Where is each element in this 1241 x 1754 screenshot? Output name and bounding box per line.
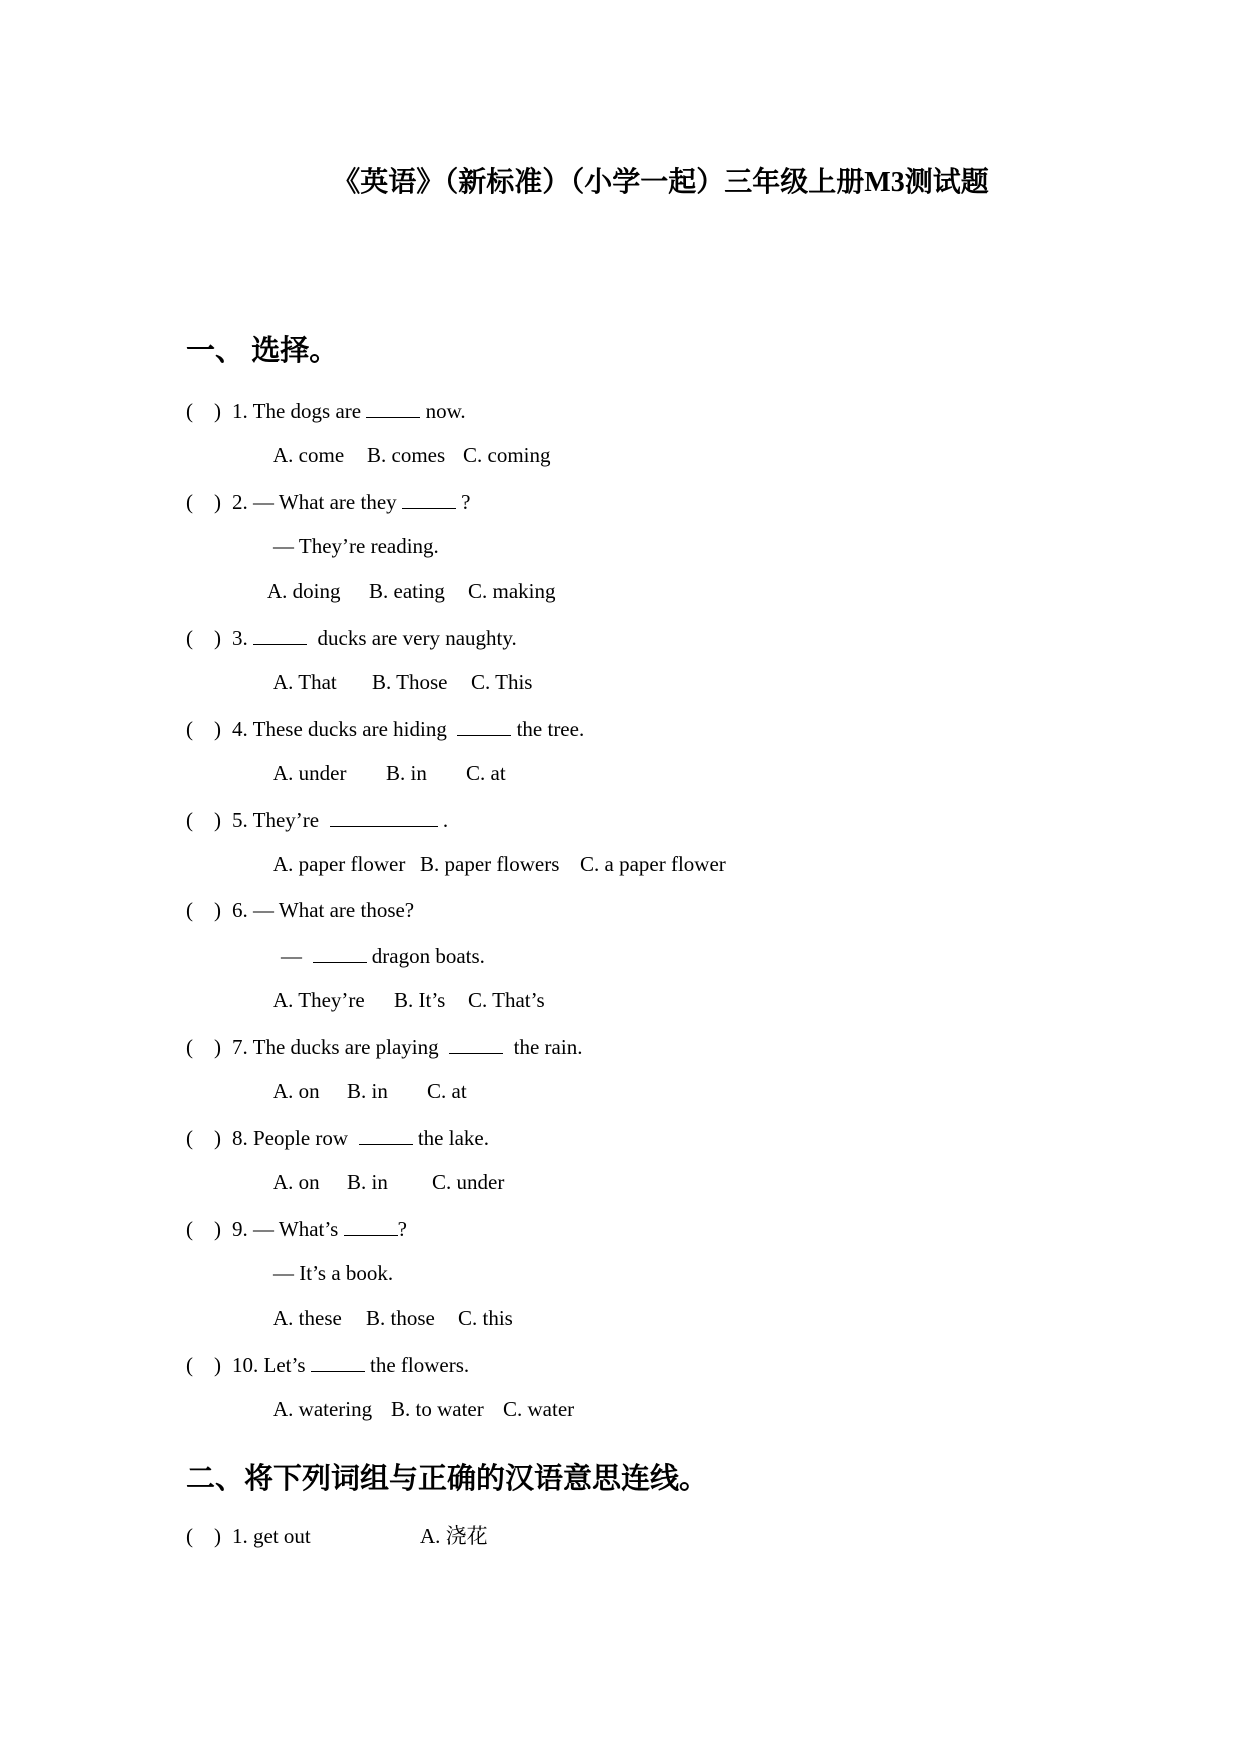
answer-paren[interactable]: ( ) — [186, 490, 221, 514]
option-a[interactable]: A. come — [273, 443, 345, 467]
question-number: 2. — [232, 490, 248, 514]
item-number: 1. — [232, 1524, 248, 1548]
fill-blank[interactable] — [253, 627, 307, 645]
option-c[interactable]: C. making — [468, 579, 556, 603]
option-a[interactable]: A. That — [273, 670, 337, 694]
answer-text: dragon boats. — [371, 944, 485, 968]
option-b[interactable]: B. in — [386, 761, 427, 785]
answer-paren[interactable]: ( ) — [186, 808, 221, 832]
question-9-answer: — It’s a book. — [273, 1261, 394, 1285]
question-4-options — [273, 763, 506, 784]
question-8-options — [273, 1172, 504, 1193]
answer-dash: — — [281, 944, 302, 968]
question-6-options — [273, 990, 545, 1011]
question-10-options — [273, 1399, 574, 1420]
option-b[interactable]: B. in — [347, 1079, 388, 1103]
question-text-after: ? — [461, 490, 471, 514]
question-number: 4. — [232, 717, 248, 741]
answer-paren[interactable]: ( ) — [186, 399, 221, 423]
option-b[interactable]: B. paper flowers — [420, 852, 560, 876]
question-text-after: the tree. — [516, 717, 585, 741]
answer-paren[interactable]: ( ) — [186, 626, 221, 650]
fill-blank[interactable] — [449, 1036, 503, 1054]
question-text: — What are those? — [253, 898, 415, 922]
option-a[interactable]: A. paper flower — [273, 852, 406, 876]
fill-blank[interactable] — [359, 1127, 413, 1145]
question-number: 7. — [232, 1035, 248, 1059]
answer-paren[interactable]: ( ) — [186, 1353, 221, 1377]
option-a[interactable]: A. on — [273, 1079, 320, 1103]
question-text-after: the flowers. — [370, 1353, 470, 1377]
question-text: People row — [253, 1126, 349, 1150]
question-text-after: ? — [397, 1217, 407, 1241]
question-text-after: the lake. — [417, 1126, 489, 1150]
question-text-after: the rain. — [513, 1035, 583, 1059]
fill-blank[interactable] — [330, 809, 438, 827]
option-c[interactable]: C. a paper flower — [580, 852, 726, 876]
question-number: 1. — [232, 399, 248, 423]
option-c[interactable]: C. water — [503, 1397, 575, 1421]
option-b[interactable]: B. comes — [367, 443, 446, 467]
fill-blank[interactable] — [313, 945, 367, 963]
fill-blank[interactable] — [402, 491, 456, 509]
question-number: 9. — [232, 1217, 248, 1241]
section-1-heading: 一、 选择。 — [186, 335, 339, 367]
question-8 — [186, 1127, 489, 1149]
match-phrase: get out — [253, 1524, 311, 1548]
question-text-after: . — [442, 808, 449, 832]
question-7 — [186, 1036, 582, 1058]
question-number: 10. — [232, 1353, 259, 1377]
question-9 — [186, 1218, 407, 1240]
option-c[interactable]: C. at — [427, 1079, 467, 1103]
answer-paren[interactable]: ( ) — [186, 717, 221, 741]
answer-paren[interactable]: ( ) — [186, 1035, 221, 1059]
question-9-options — [273, 1308, 513, 1329]
question-number: 8. — [232, 1126, 248, 1150]
question-text: The ducks are playing — [252, 1035, 439, 1059]
page-title: 《英语》（新标准）（小学一起）三年级上册M3测试题 — [332, 167, 989, 198]
question-number: 6. — [232, 898, 248, 922]
answer-paren[interactable]: ( ) — [186, 1217, 221, 1241]
option-b[interactable]: B. Those — [372, 670, 448, 694]
answer-paren[interactable]: ( ) — [186, 898, 221, 922]
question-text: The dogs are — [252, 399, 362, 423]
option-b[interactable]: B. to water — [391, 1397, 484, 1421]
question-text: These ducks are hiding — [252, 717, 447, 741]
question-text: Let’s — [263, 1353, 306, 1377]
question-10 — [186, 1354, 469, 1376]
question-text: They’re — [252, 808, 320, 832]
option-a[interactable]: A. these — [273, 1306, 342, 1330]
question-5-options — [273, 854, 726, 875]
fill-blank[interactable] — [311, 1354, 365, 1372]
question-text: — What are they — [253, 490, 397, 514]
option-b[interactable]: B. those — [366, 1306, 435, 1330]
option-b[interactable]: B. It’s — [394, 988, 446, 1012]
match-item-1 — [186, 1526, 488, 1547]
option-a[interactable]: A. under — [273, 761, 347, 785]
option-b[interactable]: B. in — [347, 1170, 388, 1194]
question-number: 3. — [232, 626, 248, 650]
question-1 — [186, 400, 466, 422]
fill-blank[interactable] — [366, 400, 420, 418]
question-number: 5. — [232, 808, 248, 832]
option-b[interactable]: B. eating — [369, 579, 445, 603]
question-text: — What’s — [253, 1217, 339, 1241]
answer-paren[interactable]: ( ) — [186, 1524, 221, 1548]
option-c[interactable]: C. coming — [463, 443, 551, 467]
question-2-options — [267, 581, 556, 602]
question-text-after: ducks are very naughty. — [317, 626, 517, 650]
fill-blank[interactable] — [457, 718, 511, 736]
option-c[interactable]: C. at — [466, 761, 506, 785]
question-1-options — [273, 445, 551, 466]
option-a[interactable]: A. They’re — [273, 988, 365, 1012]
answer-paren[interactable]: ( ) — [186, 1126, 221, 1150]
question-6 — [186, 900, 414, 921]
question-2 — [186, 491, 470, 513]
question-4 — [186, 718, 584, 740]
option-c[interactable]: C. under — [432, 1170, 505, 1194]
question-6-answer — [281, 945, 485, 967]
option-c[interactable]: C. this — [458, 1306, 513, 1330]
option-a[interactable]: A. watering — [273, 1397, 373, 1421]
section-2-heading: 二、将下列词组与正确的汉语意思连线。 — [186, 1463, 709, 1495]
option-c[interactable]: C. That’s — [468, 988, 545, 1012]
question-text-after: now. — [425, 399, 466, 423]
question-3-options — [273, 672, 532, 693]
fill-blank[interactable] — [344, 1218, 398, 1236]
question-2-answer: — They’re reading. — [273, 534, 439, 558]
option-c[interactable]: C. This — [471, 670, 533, 694]
option-a[interactable]: A. on — [273, 1170, 320, 1194]
option-a[interactable]: A. doing — [267, 579, 341, 603]
question-5 — [186, 809, 448, 831]
match-meaning: A. 浇花 — [420, 1524, 488, 1548]
question-3 — [186, 627, 517, 649]
question-7-options — [273, 1081, 467, 1102]
